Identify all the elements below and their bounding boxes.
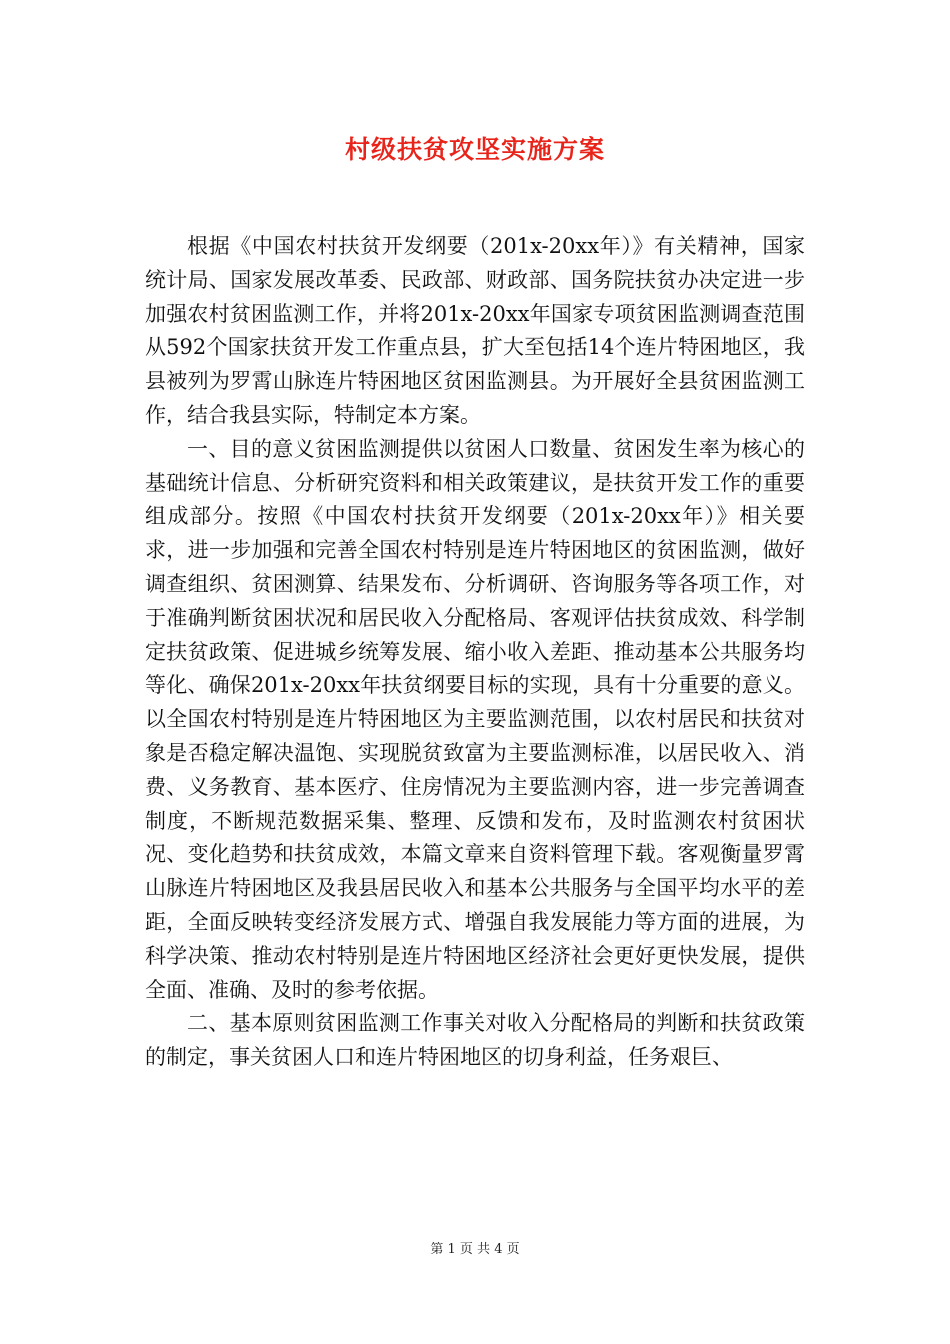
paragraph-intro: 根据《中国农村扶贫开发纲要（201x-20xx年）》有关精神，国家统计局、国家发展改革委、民政部、财政部、国务院扶贫办决定进一步加强农村贫困监测工作，并将201x-20xx年国家专项贫困监测调查范围从592个国家扶贫开发工作重点县，扩大至包括14个连片特困地区，我县被列为罗霄山脉连片特困地区贫困监测县。为开展好全县贫困监测工作，结合我县实际，特制定本方案。 <box>145 234 805 427</box>
paragraph-section-2: 二、基本原则贫困监测工作事关对收入分配格局的判断和扶贫政策的制定，事关贫困人口和连片特困地区的切身利益，任务艰巨、 <box>145 1011 805 1070</box>
paragraph-section-1: 一、目的意义贫困监测提供以贫困人口数量、贫困发生率为核心的基础统计信息、分析研究资料和相关政策建议，是扶贫开发工作的重要组成部分。按照《中国农村扶贫开发纲要（201x-20xx年）》相关要求，进一步加强和完善全国农村特别是连片特困地区的贫困监测，做好调查组织、贫困测算、结果发布、分析调研、咨询服务等各项工作，对于准确判断贫困状况和居民收入分配格局、客观评估扶贫成效、科学制定扶贫政策、促进城乡统筹发展、缩小收入差距、推动基本公共服务均等化、确保201x-20xx年扶贫纲要目标的实现，具有十分重要的意义。以全国农村特别是连片特困地区为主要监测范围，以农村居民和扶贫对象是否稳定解决温饱、实现脱贫致富为主要监测标准，以居民收入、消费、义务教育、基本医疗、住房情况为主要监测内容，进一步完善调查制度，不断规范数据采集、整理、反馈和发布，及时监测农村贫困状况、变化趋势和扶贫成效，本篇文章来自资料管理下载。客观衡量罗霄山脉连片特困地区及我县居民收入和基本公共服务与全国平均水平的差距，全面反映转变经济发展方式、增强自我发展能力等方面的进展，为科学决策、推动农村特别是连片特困地区经济社会更好更快发展，提供全面、准确、及时的参考依据。 <box>145 436 805 1002</box>
page-number-footer: 第 1 页 共 4 页 <box>430 1242 520 1257</box>
document-body <box>145 230 805 1075</box>
document-title: 村级扶贫攻坚实施方案 <box>344 135 605 164</box>
